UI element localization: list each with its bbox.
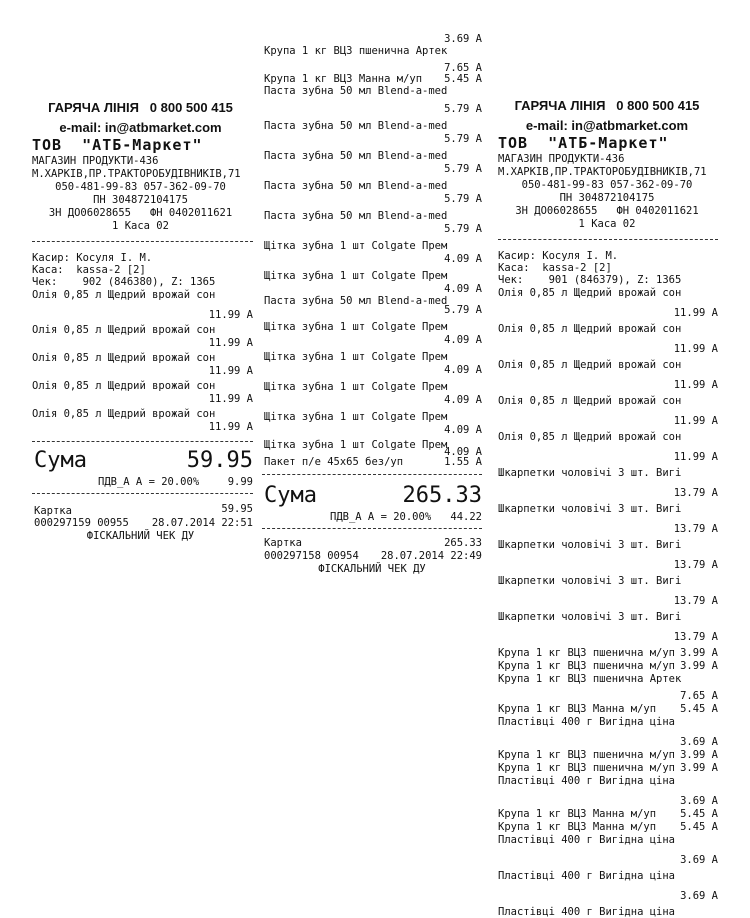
item-name: Шкарпетки чоловічі 3 шт. Вигі — [498, 503, 682, 515]
item-name: Крупа 1 кг ВЦЗ пшенична Артек — [264, 45, 448, 57]
item-name: Паста зубна 50 мл Blend-a-med — [264, 210, 448, 222]
kasa-info: Каса: kassa-2 [2] — [32, 264, 146, 276]
cashier: Касир: Косуля І. М. — [32, 252, 153, 264]
item-price: 11.99 А — [208, 337, 253, 349]
item-price: 4.09 А — [444, 446, 482, 458]
separator — [262, 528, 482, 529]
item-price: 11.99 А — [673, 307, 718, 319]
register-ids: ЗН ДО06028655 ФН 0402011621 — [515, 205, 699, 217]
item-name: Олія 0,85 л Щедрий врожай сон — [32, 380, 216, 392]
item-name: Пластівці 400 г Вигідна ціна — [498, 716, 676, 728]
item-name: Паста зубна 50 мл Blend-a-med — [264, 150, 448, 162]
item-name: Крупа 1 кг ВЦЗ Манна м/уп — [498, 703, 657, 715]
fiscal-label: ФІСКАЛЬНИЙ ЧЕК ДУ — [318, 563, 426, 575]
card-label: Картка — [34, 505, 72, 517]
item-name: Паста зубна 50 мл Blend-a-med — [264, 85, 448, 97]
item-price: 5.79 А — [444, 193, 482, 205]
item-name: Олія 0,85 л Щедрий врожай сон — [498, 323, 682, 335]
check-number: Чек: 902 (846380), Z: 1365 — [32, 276, 216, 288]
item-price: 5.45 А — [680, 821, 718, 833]
item-price: 4.09 А — [444, 283, 482, 295]
item-price: 5.79 А — [444, 133, 482, 145]
vat-label: ПДВ_А А = 20.00% — [98, 476, 200, 488]
fiscal-label: ФІСКАЛЬНИЙ ЧЕК ДУ — [86, 530, 195, 542]
item-price: 7.65 А — [680, 690, 718, 702]
total-label: Сума — [34, 448, 87, 473]
store-address: М.ХАРКІВ,ПР.ТРАКТОРОБУДІВНИКІВ,71 — [498, 166, 707, 178]
item-name: Пластівці 400 г Вигідна ціна — [498, 775, 676, 787]
item-price: 13.79 А — [673, 523, 718, 535]
item-name: Олія 0,85 л Щедрий врожай сон — [32, 324, 216, 336]
item-name: Олія 0,85 л Щедрий врожай сон — [32, 352, 216, 364]
separator — [262, 474, 482, 475]
item-price: 5.79 А — [444, 103, 482, 115]
item-name: Олія 0,85 л Щедрий врожай сон — [498, 431, 682, 443]
store-phones: 050-481-99-83 057-362-09-70 — [55, 181, 226, 193]
item-price: 5.79 А — [444, 163, 482, 175]
vat-label: ПДВ_А А = 20.00% — [330, 511, 432, 523]
item-name: Паста зубна 50 мл Blend-a-med — [264, 120, 448, 132]
item-price: 3.99 А — [680, 749, 718, 761]
item-price: 13.79 А — [673, 631, 718, 643]
receipt-datetime: 28.07.2014 22:51 — [151, 517, 253, 529]
kasa-number: 1 Каса 02 — [578, 218, 636, 230]
total-row — [34, 450, 253, 472]
item-price: 11.99 А — [673, 451, 718, 463]
item-price: 5.45 А — [680, 808, 718, 820]
item-price: 13.79 А — [673, 595, 718, 607]
item-name: Крупа 1 кг ВЦЗ пшенична м/уп — [498, 749, 676, 761]
item-price: 11.99 А — [673, 415, 718, 427]
vat-value: 9.99 — [227, 476, 253, 488]
receipt-datetime: 28.07.2014 22:49 — [380, 550, 482, 562]
item-name: Крупа 1 кг ВЦЗ Манна м/уп — [498, 808, 657, 820]
total-label: Сума — [264, 483, 317, 508]
card-value: 59.95 — [221, 503, 253, 515]
receipt-left — [28, 98, 253, 548]
item-price: 11.99 А — [208, 393, 253, 405]
item-name: Крупа 1 кг ВЦЗ пшенична Артек — [498, 673, 682, 685]
email: e-mail: in@atbmarket.com — [59, 120, 222, 135]
separator — [32, 493, 253, 494]
item-name: Крупа 1 кг ВЦЗ Манна м/уп — [498, 821, 657, 833]
item-price: 11.99 А — [208, 421, 253, 433]
item-name: Олія 0,85 л Щедрий врожай сон — [32, 408, 216, 420]
item-price: 11.99 А — [673, 343, 718, 355]
item-name: Пластівці 400 г Вигідна ціна — [498, 870, 676, 882]
store-phones: 050-481-99-83 057-362-09-70 — [521, 179, 693, 191]
item-price: 5.79 А — [444, 223, 482, 235]
tax-id: ПН 304872104175 — [93, 194, 188, 206]
item-name: Щітка зубна 1 шт Colgate Прем — [264, 321, 448, 333]
item-name: Пластівці 400 г Вигідна ціна — [498, 906, 676, 918]
company-name: ТОВ "АТБ-Маркет" — [498, 134, 669, 152]
kasa-number: 1 Каса 02 — [112, 220, 169, 232]
kasa-info: Каса: kassa-2 [2] — [498, 262, 612, 274]
item-name: Олія 0,85 л Щедрий врожай сон — [498, 395, 682, 407]
total-row — [264, 485, 482, 507]
item-price: 4.09 А — [444, 253, 482, 265]
receipt-number: 000297159 00955 — [34, 517, 129, 529]
item-name: Паста зубна 50 мл Blend-a-med — [264, 180, 448, 192]
item-name: Щітка зубна 1 шт Colgate Прем — [264, 240, 448, 252]
item-name: Крупа 1 кг ВЦЗ Манна м/уп — [264, 73, 423, 85]
item-price: 4.09 А — [444, 424, 482, 436]
store-name: МАГАЗИН ПРОДУКТИ-436 — [498, 153, 625, 165]
item-name: Шкарпетки чоловічі 3 шт. Вигі — [498, 575, 682, 587]
separator — [498, 239, 718, 240]
tax-id: ПН 304872104175 — [559, 192, 655, 204]
item-price: 4.09 А — [444, 364, 482, 376]
item-name: Пакет п/е 45х65 без/уп — [264, 456, 404, 468]
receipt-middle — [262, 30, 482, 590]
item-price: 11.99 А — [208, 365, 253, 377]
register-ids: ЗН ДО06028655 ФН 0402011621 — [48, 207, 233, 219]
item-name: Паста зубна 50 мл Blend-a-med — [264, 295, 448, 307]
item-price: 3.69 А — [680, 890, 718, 902]
item-price: 3.99 А — [680, 660, 718, 672]
item-name: Крупа 1 кг ВЦЗ пшенична м/уп — [498, 647, 676, 659]
check-number: Чек: 901 (846379), Z: 1365 — [498, 274, 682, 286]
item-name: Пластівці 400 г Вигідна ціна — [498, 834, 676, 846]
email: e-mail: in@atbmarket.com — [525, 118, 689, 133]
item-name: Щітка зубна 1 шт Colgate Прем — [264, 439, 448, 451]
item-price: 11.99 А — [673, 379, 718, 391]
item-name: Олія 0,85 л Щедрий врожай сон — [498, 287, 682, 299]
item-name: Шкарпетки чоловічі 3 шт. Вигі — [498, 467, 682, 479]
item-name: Щітка зубна 1 шт Colgate Прем — [264, 411, 448, 423]
vat-value: 44.22 — [450, 511, 482, 523]
item-price: 3.69 А — [444, 33, 482, 45]
item-name: Крупа 1 кг ВЦЗ пшенична м/уп — [498, 762, 676, 774]
store-name: МАГАЗИН ПРОДУКТИ-436 — [32, 155, 159, 167]
item-price: 13.79 А — [673, 487, 718, 499]
item-name: Щітка зубна 1 шт Colgate Прем — [264, 381, 448, 393]
total-value: 265.33 — [402, 483, 482, 508]
item-price: 11.99 А — [208, 309, 253, 321]
item-name: Шкарпетки чоловічі 3 шт. Вигі — [498, 611, 682, 623]
hotline: ГАРЯЧА ЛІНІЯ 0 800 500 415 — [514, 98, 700, 113]
item-price: 3.99 А — [680, 647, 718, 659]
item-price: 3.69 А — [680, 736, 718, 748]
item-name: Олія 0,85 л Щедрий врожай сон — [32, 289, 216, 301]
item-name: Шкарпетки чоловічі 3 шт. Вигі — [498, 539, 682, 551]
hotline: ГАРЯЧА ЛІНІЯ 0 800 500 415 — [48, 100, 233, 115]
item-price: 4.09 А — [444, 334, 482, 346]
item-price: 3.69 А — [680, 795, 718, 807]
item-name: Олія 0,85 л Щедрий врожай сон — [498, 359, 682, 371]
item-price: 1.55 А — [444, 456, 482, 468]
card-value: 265.33 — [444, 537, 482, 549]
item-price: 3.69 А — [680, 854, 718, 866]
card-label: Картка — [264, 537, 302, 549]
item-price: 5.45 А — [444, 73, 482, 85]
item-name: Щітка зубна 1 шт Colgate Прем — [264, 270, 448, 282]
item-name: Крупа 1 кг ВЦЗ пшенична м/уп — [498, 660, 676, 672]
separator — [32, 441, 253, 442]
item-name: Щітка зубна 1 шт Colgate Прем — [264, 351, 448, 363]
item-price: 7.65 А — [444, 62, 482, 74]
receipt-right — [496, 96, 718, 918]
store-address: М.ХАРКІВ,ПР.ТРАКТОРОБУДІВНИКІВ,71 — [32, 168, 241, 180]
cashier: Касир: Косуля І. М. — [498, 250, 619, 262]
item-price: 3.99 А — [680, 762, 718, 774]
item-price: 5.79 А — [444, 304, 482, 316]
item-price: 13.79 А — [673, 559, 718, 571]
receipt-number: 000297158 00954 — [264, 550, 359, 562]
separator — [32, 241, 253, 242]
item-price: 5.45 А — [680, 703, 718, 715]
total-value: 59.95 — [186, 448, 253, 473]
company-name: ТОВ "АТБ-Маркет" — [32, 136, 203, 154]
item-price: 4.09 А — [444, 394, 482, 406]
